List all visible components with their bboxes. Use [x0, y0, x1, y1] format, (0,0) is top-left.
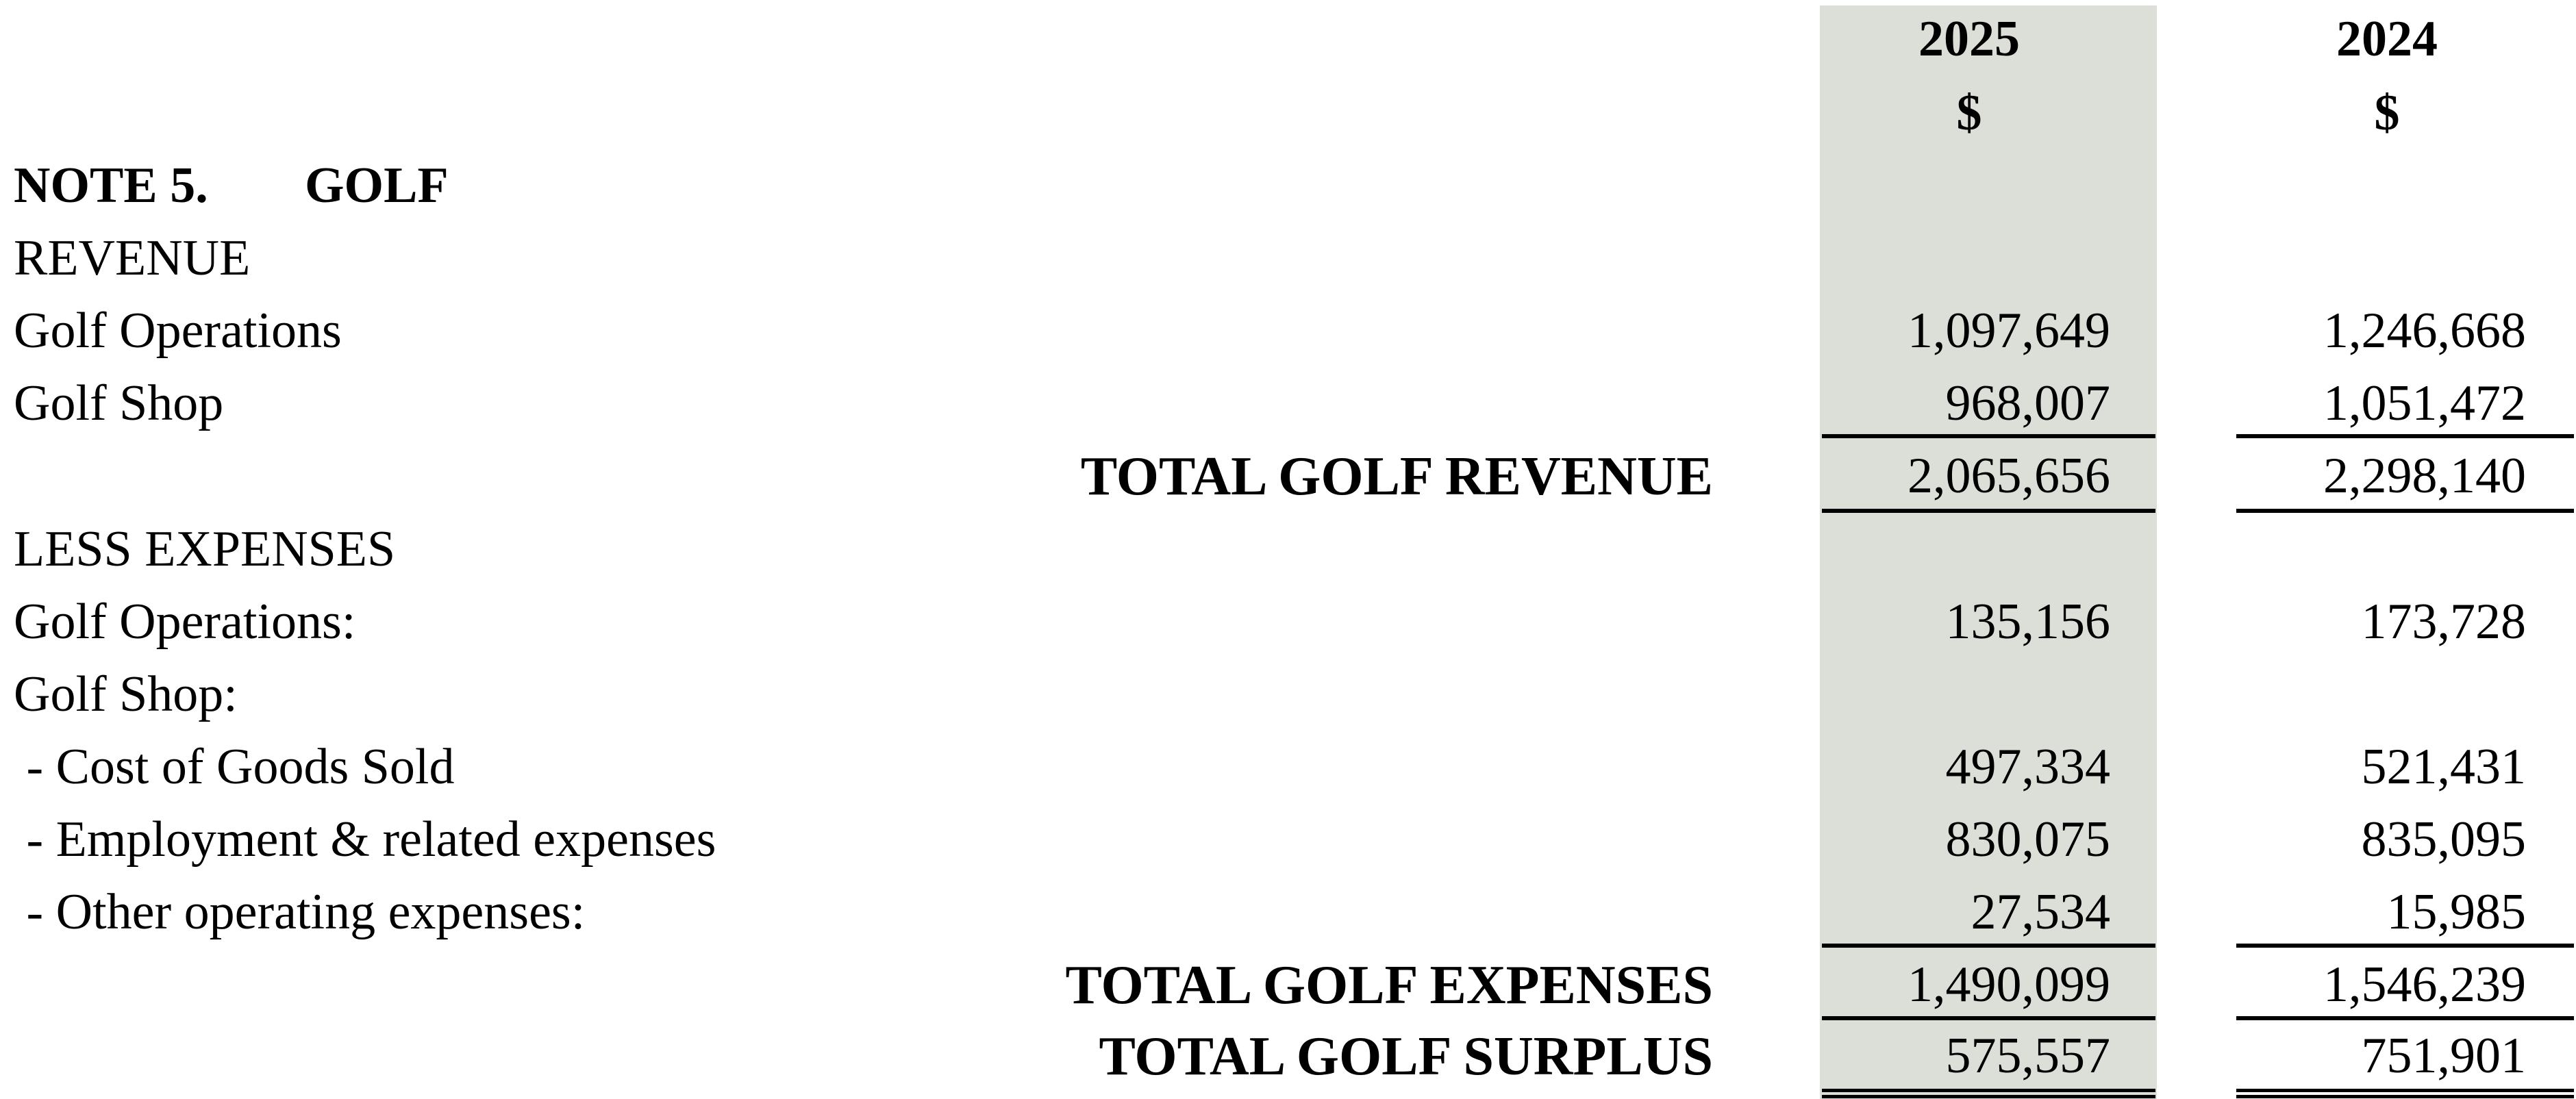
total-expenses-label: TOTAL GOLF EXPENSES [1065, 955, 1713, 1015]
header-currency-2025: $ [1956, 85, 1982, 141]
double-rule-upper-2025 [1822, 1089, 2155, 1092]
surplus-top-rule-2025 [1822, 1016, 2155, 1020]
revenue-row-label: Golf Operations [14, 303, 342, 359]
double-rule-lower-2024 [2236, 1095, 2574, 1098]
revenue-row-2024: 1,051,472 [2323, 375, 2526, 431]
total-rule-2025 [1822, 509, 2155, 513]
total-surplus-label: TOTAL GOLF SURPLUS [1099, 1026, 1713, 1087]
total-revenue-2024: 2,298,140 [2323, 448, 2526, 504]
expense-row-label: - Cost of Goods Sold [14, 739, 455, 795]
header-year-2024: 2024 [2336, 11, 2438, 67]
subtotal-rule-2025 [1822, 944, 2155, 948]
total-revenue-2025: 2,065,656 [1908, 448, 2110, 504]
expense-row-2024: 521,431 [2361, 739, 2526, 795]
revenue-heading: REVENUE [14, 230, 251, 286]
double-rule-lower-2025 [1822, 1095, 2155, 1098]
header-year-2025: 2025 [1918, 11, 2020, 67]
double-rule-upper-2024 [2236, 1089, 2574, 1092]
expense-row-2025: 830,075 [1945, 811, 2110, 868]
subtotal-rule-2024 [2236, 944, 2574, 948]
expenses-heading: LESS EXPENSES [14, 521, 396, 577]
note-number: NOTE 5. [14, 157, 208, 214]
expense-row-label: Golf Shop: [14, 666, 238, 722]
revenue-row-2025: 1,097,649 [1908, 303, 2110, 359]
total-expenses-2024: 1,546,239 [2323, 957, 2526, 1013]
total-expenses-2025: 1,490,099 [1908, 957, 2110, 1013]
expense-row-label: - Employment & related expenses [14, 811, 716, 868]
subtotal-rule-2024 [2236, 434, 2574, 438]
header-currency-2024: $ [2374, 85, 2400, 141]
subtotal-rule-2025 [1822, 434, 2155, 438]
expense-row-2025: 497,334 [1945, 739, 2110, 795]
expense-row-2025: 135,156 [1945, 594, 2110, 650]
surplus-top-rule-2024 [2236, 1016, 2574, 1020]
note-title: GOLF [305, 157, 449, 214]
revenue-row-label: Golf Shop [14, 375, 224, 431]
expense-row-label: - Other operating expenses: [14, 884, 586, 940]
total-revenue-label: TOTAL GOLF REVENUE [1080, 446, 1713, 507]
expense-row-2024: 835,095 [2361, 811, 2526, 868]
expense-row-2024: 173,728 [2361, 594, 2526, 650]
total-surplus-2024: 751,901 [2361, 1028, 2526, 1084]
revenue-row-2025: 968,007 [1945, 375, 2110, 431]
expense-row-2025: 27,534 [1971, 884, 2110, 940]
revenue-row-2024: 1,246,668 [2323, 303, 2526, 359]
expense-row-label: Golf Operations: [14, 594, 356, 650]
total-surplus-2025: 575,557 [1945, 1028, 2110, 1084]
total-rule-2024 [2236, 509, 2574, 513]
expense-row-2024: 15,985 [2386, 884, 2526, 940]
